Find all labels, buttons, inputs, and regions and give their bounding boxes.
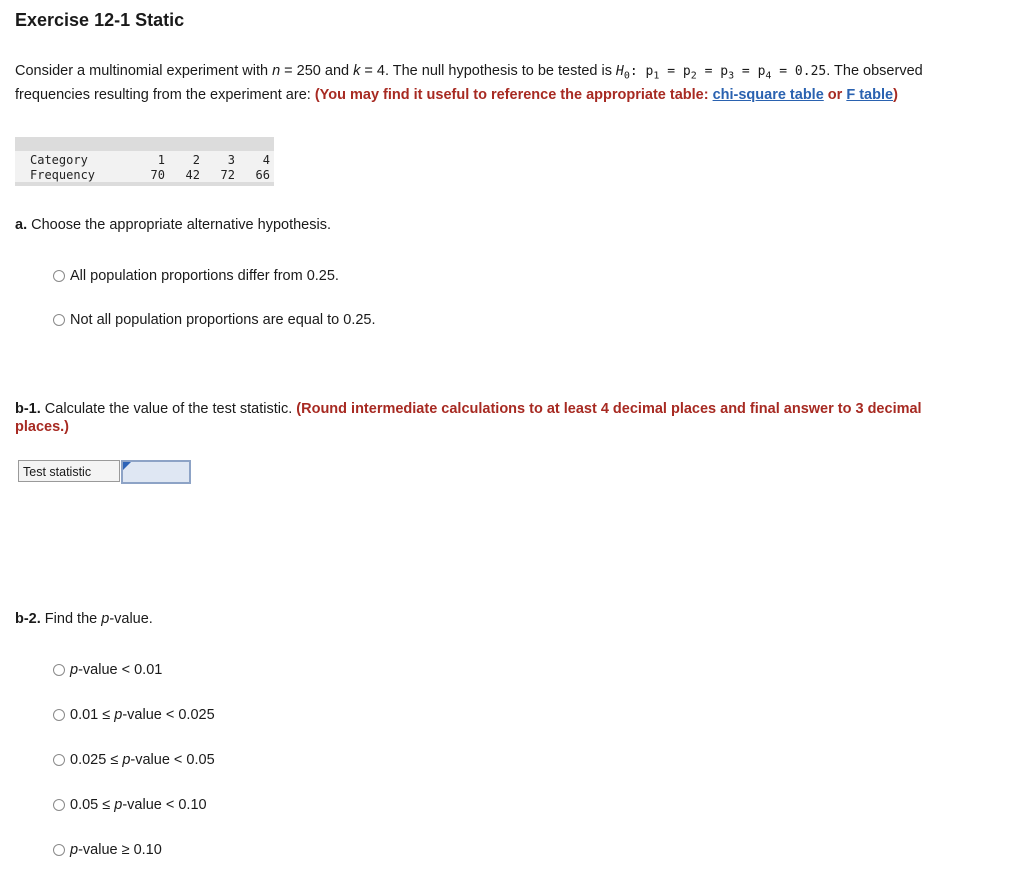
option-b2-5[interactable]: p-value ≥ 0.10 — [53, 842, 162, 858]
test-statistic-row — [18, 460, 191, 484]
page-title: Exercise 12-1 Static — [15, 10, 185, 30]
flag-icon — [123, 462, 131, 470]
option-b2-4[interactable]: 0.05 ≤ p-value < 0.10 — [53, 797, 207, 813]
question-b1: b-1. Calculate the value of the test statistic. (Round intermediate calculations to at least 4 decimal places and final answer to 3 decimal places.) — [15, 401, 922, 435]
question-a: a. Choose the appropriate alternative hypothesis. — [15, 217, 331, 233]
option-b2-2[interactable]: 0.01 ≤ p-value < 0.025 — [53, 707, 215, 723]
radio-button[interactable] — [53, 709, 65, 721]
radio-button[interactable] — [53, 844, 65, 856]
chi-square-table-link[interactable]: chi-square table — [712, 86, 824, 103]
radio-button[interactable] — [53, 664, 65, 676]
question-b2: b-2. Find the p-value. — [15, 611, 153, 627]
test-statistic-input[interactable] — [121, 460, 191, 484]
table-row: Category 1 2 3 4 — [30, 152, 270, 167]
frequency-table — [15, 137, 274, 186]
option-a-2[interactable]: Not all population proportions are equal to 0.25. — [53, 312, 376, 328]
option-b2-1[interactable]: p-value < 0.01 — [53, 662, 162, 678]
radio-button[interactable] — [53, 754, 65, 766]
table-row: Frequency 70 42 72 66 — [30, 167, 270, 182]
f-table-link[interactable]: F table — [846, 86, 894, 103]
test-statistic-label: Test statistic — [18, 460, 120, 482]
option-a-1[interactable]: All population proportions differ from 0.25. — [53, 268, 339, 284]
radio-button[interactable] — [53, 270, 65, 282]
problem-statement: Consider a multinomial experiment with n = 250 and k = 4. The null hypothesis to be tested is $H_0$: $p_1 = p_2 = p_3 = p_4 = 0.25$. The observed frequencies resulting from the experiment are: (You may find it useful to reference the appropriate table: chi-square table or F table) — [15, 63, 923, 103]
option-b2-3[interactable]: 0.025 ≤ p-value < 0.05 — [53, 752, 215, 768]
radio-button[interactable] — [53, 799, 65, 811]
radio-button[interactable] — [53, 314, 65, 326]
